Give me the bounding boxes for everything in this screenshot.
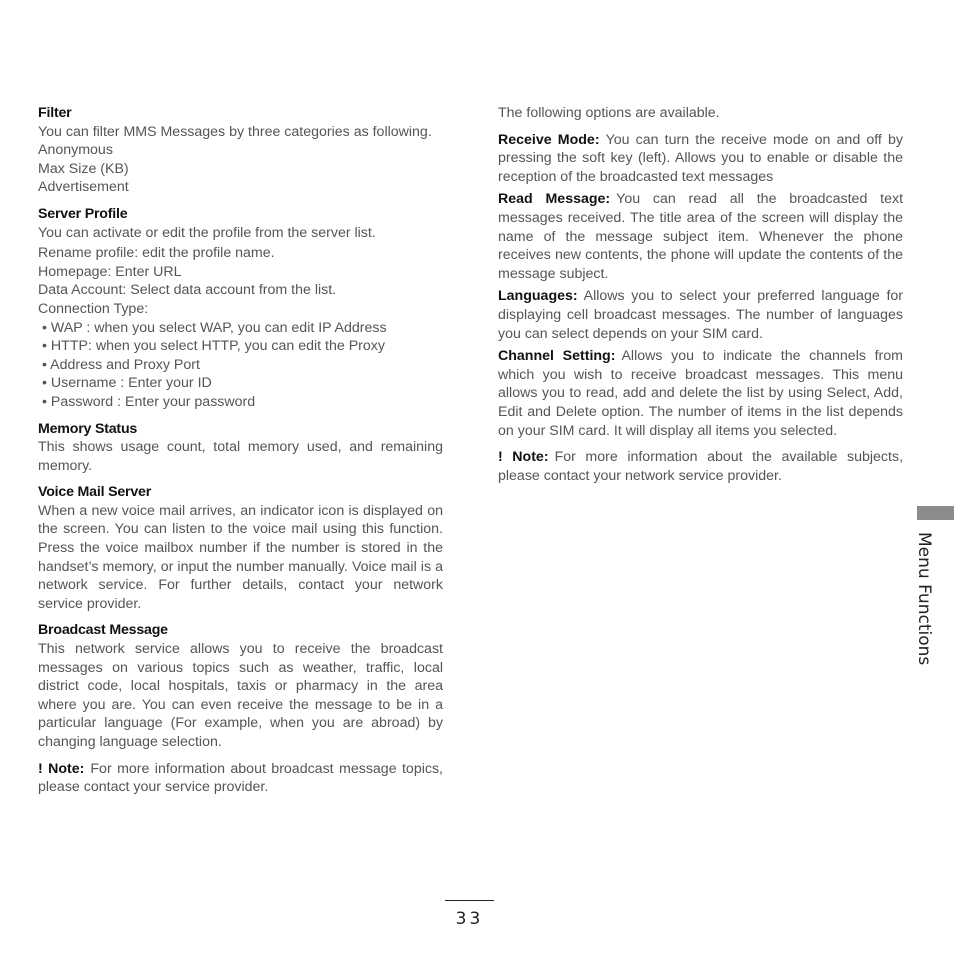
option-term: Languages: (498, 288, 578, 305)
broadcast-text: This network service allows you to receive the broadcast messages on various topics such as weather, traffic, local district code, local hospitals, taxis or pharmacy in the area where you are. You can even receive the message to be in a particular language (For example, when you are abroad) by changing language selection. (38, 641, 443, 750)
memory-status-text: This shows usage count, total memory used, and remaining memory. (38, 439, 443, 474)
filter-option: Advertisement (38, 179, 129, 196)
broadcast-heading: Broadcast Message (38, 622, 168, 639)
note-text: For more information about broadcast message topics, please contact your service provider. (38, 760, 443, 796)
note-text: For more information about the available subjects, please contact your network service provider. (498, 449, 904, 484)
section-tab-marker (917, 506, 954, 520)
connection-bullet: • HTTP: when you select HTTP, you can edit the Proxy (42, 338, 385, 355)
option-text: You can turn the receive mode on and off by pressing the soft key (left). Allows you to enable or disable the reception of the broadcasted text messages (498, 131, 904, 185)
right-column (498, 104, 903, 485)
option-channel-setting (498, 347, 903, 440)
connection-bullet: • Password : Enter your password (42, 393, 256, 410)
connection-bullet: • Address and Proxy Port (42, 356, 200, 373)
server-profile-line: You can activate or edit the profile from the server list. (38, 224, 376, 241)
section-label: Menu Functions (914, 532, 934, 666)
option-read-message (498, 190, 903, 283)
option-text: You can read all the broadcasted text messages received. The title area of the screen will display the name of the message subject item. Whenever the phone receives new contents, the phone will update the contents of the message subject. (498, 191, 904, 282)
filter-intro: You can filter MMS Messages by three categories as following. (38, 123, 432, 140)
option-text: Allows you to select your preferred language for displaying cell broadcast messages. The number of languages you can select depends on your SIM card. (498, 288, 903, 342)
note-label: ! Note: (38, 760, 85, 777)
option-term: Read Message: (498, 191, 611, 208)
left-column (38, 104, 443, 797)
memory-status-heading: Memory Status (38, 420, 138, 437)
option-receive-mode (498, 131, 903, 187)
server-profile-line: Rename profile: edit the profile name. (38, 245, 275, 262)
option-languages (498, 287, 903, 343)
right-note (498, 448, 903, 485)
page-number: 33 (455, 909, 484, 929)
option-text: Allows you to indicate the channels from which you wish to receive broadcast messages. This menu allows you to read, add and delete the list by using Select, Add, Edit and Delete option. The number of items in the list depends on your SIM card. It will display all items you selected. (498, 348, 903, 439)
page-number-rule (445, 900, 494, 901)
filter-heading: Filter (38, 105, 72, 121)
filter-option: Anonymous (38, 142, 113, 159)
option-term: Receive Mode: (498, 131, 600, 148)
note-label: ! Note: (498, 449, 549, 466)
connection-bullet: • WAP : when you select WAP, you can edit IP Address (42, 319, 387, 336)
server-profile-line: Data Account: Select data account from the list. (38, 282, 337, 299)
server-profile-line: Homepage: Enter URL (38, 263, 182, 280)
server-profile-heading: Server Profile (38, 205, 128, 222)
voice-mail-heading: Voice Mail Server (38, 484, 152, 501)
broadcast-note (38, 760, 443, 797)
filter-option: Max Size (KB) (38, 160, 129, 177)
options-intro: The following options are available. (498, 105, 720, 121)
connection-bullet: • Username : Enter your ID (42, 375, 212, 392)
voice-mail-text: When a new voice mail arrives, an indicator icon is displayed on the screen. You can listen to the voice mail using this function. Press the voice mailbox number if the number is stored in the handset’s memory, or input the number manually. Voice mail is a network service. For further details, contact your network service provider. (38, 502, 443, 612)
option-term: Channel Setting: (498, 348, 616, 365)
server-profile-line: Connection Type: (38, 300, 149, 317)
